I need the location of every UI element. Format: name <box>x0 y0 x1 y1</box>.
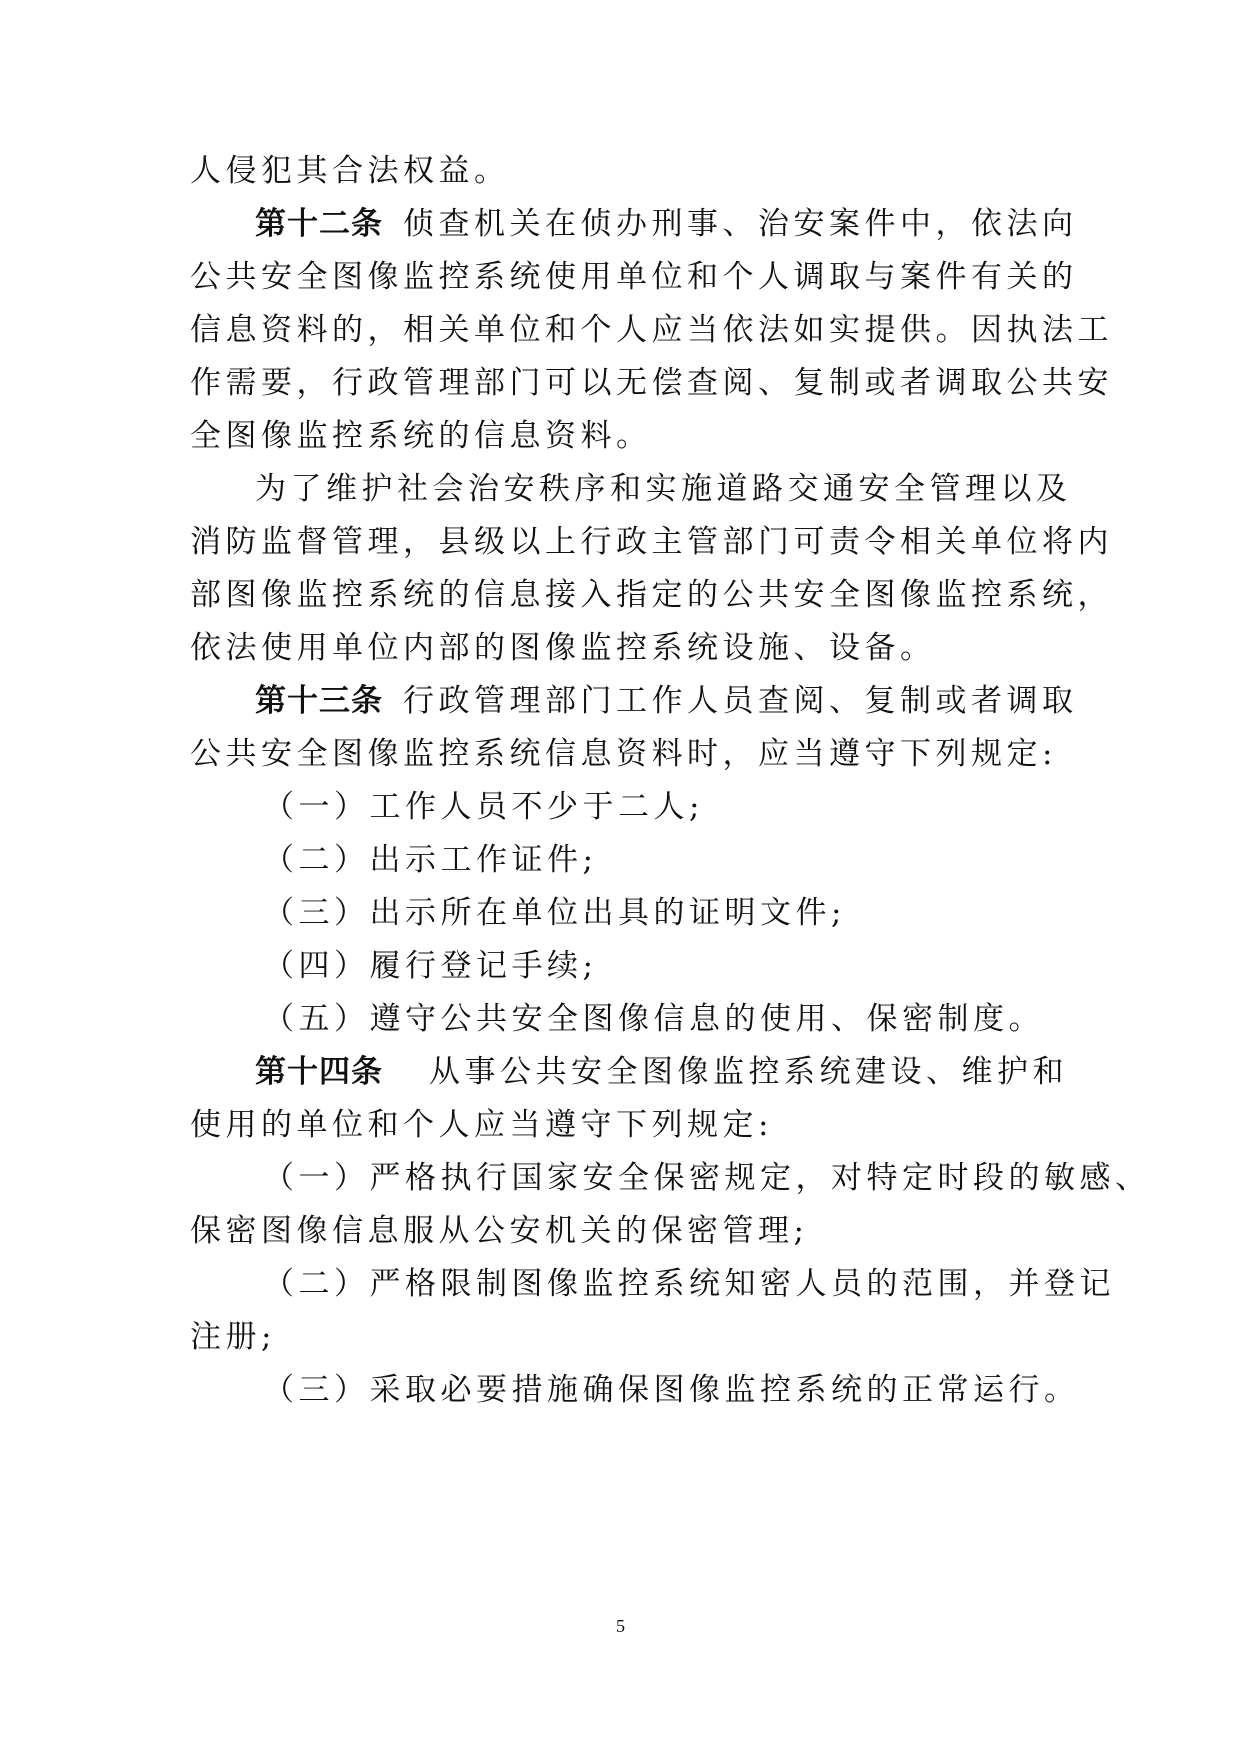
text-line: 注册; <box>190 1319 276 1355</box>
article-13-paragraph <box>255 676 1078 726</box>
list-item: （一）严格执行国家安全保密规定，对特定时段的敏感、 <box>263 1160 1151 1196</box>
text-line: 消防监督管理，县级以上行政主管部门可责令相关单位将内 <box>190 524 1113 560</box>
text-line: 作需要，行政管理部门可以无偿查阅、复制或者调取公共安 <box>190 365 1113 401</box>
text-line: 从事公共安全图像监控系统建设、维护和 <box>429 1054 1068 1090</box>
text-line: 行政管理部门工作人员查阅、复制或者调取 <box>403 683 1078 719</box>
text-line: 为了维护社会治安秩序和实施道路交通安全管理以及 <box>255 471 1072 507</box>
text-line: 公共安全图像监控系统使用单位和个人调取与案件有关的 <box>190 259 1078 295</box>
list-item: （四）履行登记手续; <box>263 948 598 984</box>
article-14-number: 第十四条 <box>255 1054 383 1090</box>
text-line: 侦查机关在侦办刑事、治安案件中，依法向 <box>403 206 1078 242</box>
text-line: 依法使用单位内部的图像监控系统设施、设备。 <box>190 630 936 666</box>
text-line: 公共安全图像监控系统信息资料时，应当遵守下列规定: <box>190 736 1057 772</box>
list-item: （一）工作人员不少于二人; <box>263 789 704 825</box>
page-number: 5 <box>616 1616 625 1636</box>
text-line: 全图像监控系统的信息资料。 <box>190 418 652 454</box>
list-item: （三）出示所在单位出具的证明文件; <box>263 895 846 931</box>
text-line: 使用的单位和个人应当遵守下列规定: <box>190 1107 773 1143</box>
text-line: 人侵犯其合法权益。 <box>190 153 510 189</box>
list-item: （二）出示工作证件; <box>263 842 598 878</box>
text-line: 信息资料的，相关单位和个人应当依法如实提供。因执法工 <box>190 312 1113 348</box>
text-line: 部图像监控系统的信息接入指定的公共安全图像监控系统， <box>190 577 1113 613</box>
article-12-number: 第十二条 <box>255 206 383 242</box>
article-13-number: 第十三条 <box>255 683 383 719</box>
text-line: 保密图像信息服从公安机关的保密管理; <box>190 1213 809 1249</box>
list-item: （三）采取必要措施确保图像监控系统的正常运行。 <box>263 1372 1080 1408</box>
article-12-paragraph <box>255 199 1078 249</box>
list-item: （二）严格限制图像监控系统知密人员的范围，并登记 <box>263 1266 1115 1302</box>
list-item: （五）遵守公共安全图像信息的使用、保密制度。 <box>263 1001 1044 1037</box>
article-14-paragraph <box>255 1047 1075 1097</box>
